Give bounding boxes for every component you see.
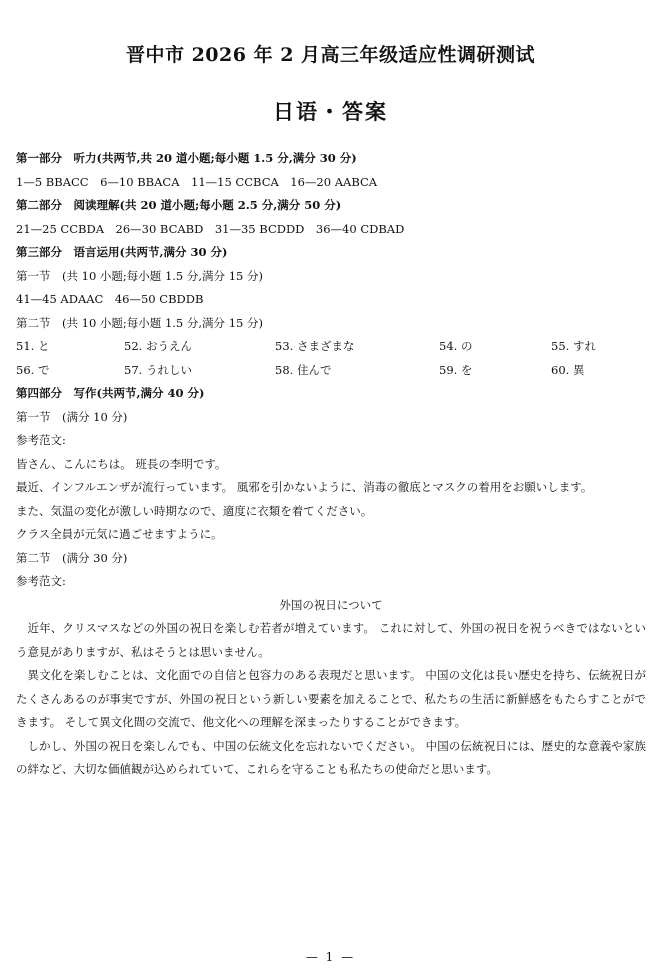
answer-56: 56. で	[16, 362, 50, 377]
notice-line: 皆さん、こんにちは。 班長の李明です。	[16, 456, 227, 471]
page-number: — 1 —	[305, 950, 356, 964]
answer-57: 57. うれしい	[124, 362, 192, 377]
essay-paragraph: 異文化を楽しむことは、文化面での自信と包容力のある表現だと思います。 中国の文化は長い歴史を持ち、伝統祝日がたくさんあるのが事実ですが、外国の祝日という新しい要素を加えることで、私たちの生活に新鮮感をもたらすことができます。 そして異文化間の交流で、他文化への理解を深まったりすることができます。	[16, 668, 646, 729]
part3-sec2-heading: 第二节 (共 10 小题;每小题 1.5 分,满分 15 分)	[16, 315, 263, 330]
notice-line: また、気温の変化が激しい時期なので、適度に衣類を着てください。	[16, 503, 373, 518]
part2-heading: 第二部分 阅读理解(共 20 道小题;每小题 2.5 分,满分 50 分)	[16, 198, 342, 212]
answer-52: 52. おうえん	[124, 339, 192, 353]
page-subtitle: 日语・答案	[273, 99, 388, 124]
part3-sec1-answers: 41—45 ADAAC 46—50 CBDDB	[16, 292, 204, 306]
part4-heading: 第四部分 写作(共两节,满分 40 分)	[16, 386, 205, 400]
part4-sec1-heading: 第一节 (满分 10 分)	[16, 409, 128, 424]
answer-51: 51. と	[16, 339, 50, 353]
fill-in-row-2	[16, 359, 646, 383]
page-title: 晋中市 2026 年 2 月高三年级适应性调研测试	[125, 44, 536, 66]
fill-in-row-1	[16, 335, 646, 359]
essay-paragraph: しかし、外国の祝日を楽しんでも、中国の伝統文化を忘れないでください。 中国の伝統祝日には、歴史的な意義や家族の絆など、大切な価値観が込められていて、これらを守ることも私たちの使命だと思います。	[16, 738, 646, 776]
answer-59: 59. を	[439, 362, 473, 377]
essay-paragraph: 近年、クリスマスなどの外国の祝日を楽しむ若者が増えています。 これに対して、外国の祝日を祝うべきではないという意見がありますが、私はそうとは思いません。	[16, 621, 646, 659]
part4-sec2-reference-label: 参考范文:	[16, 574, 66, 588]
essay-title: 外国の祝日について	[279, 597, 383, 612]
notice-sample-text	[16, 453, 646, 547]
answer-53: 53. さまざまな	[275, 339, 355, 353]
part1-answers: 1—5 BBACC 6—10 BBACA 11—15 CCBCA 16—20 AABCA	[16, 174, 378, 189]
answer-55: 55. すれ	[551, 339, 596, 353]
part2-answers: 21—25 CCBDA 26—30 BCABD 31—35 BCDDD 36—40 CDBAD	[16, 221, 405, 236]
answer-body	[16, 147, 646, 782]
answer-54: 54. の	[439, 339, 473, 353]
notice-line: クラス全員が元気に過ごせますように。	[16, 527, 223, 541]
essay-text	[16, 617, 646, 782]
part3-sec1-heading: 第一节 (共 10 小题;每小题 1.5 分,满分 15 分)	[16, 268, 263, 283]
notice-line: 最近、インフルエンザが流行っています。 風邪を引かないように、消毒の徹底とマスクの着用をお願いします。	[16, 480, 593, 494]
answer-60: 60. 異	[551, 362, 585, 377]
part4-sec2-heading: 第二节 (满分 30 分)	[16, 550, 128, 565]
part3-heading: 第三部分 语言运用(共两节,满分 30 分)	[16, 245, 228, 259]
part4-sec1-reference-label: 参考范文:	[16, 433, 66, 447]
part1-heading: 第一部分 听力(共两节,共 20 道小题;每小题 1.5 分,满分 30 分)	[16, 151, 357, 165]
answer-58: 58. 住んで	[275, 362, 332, 377]
